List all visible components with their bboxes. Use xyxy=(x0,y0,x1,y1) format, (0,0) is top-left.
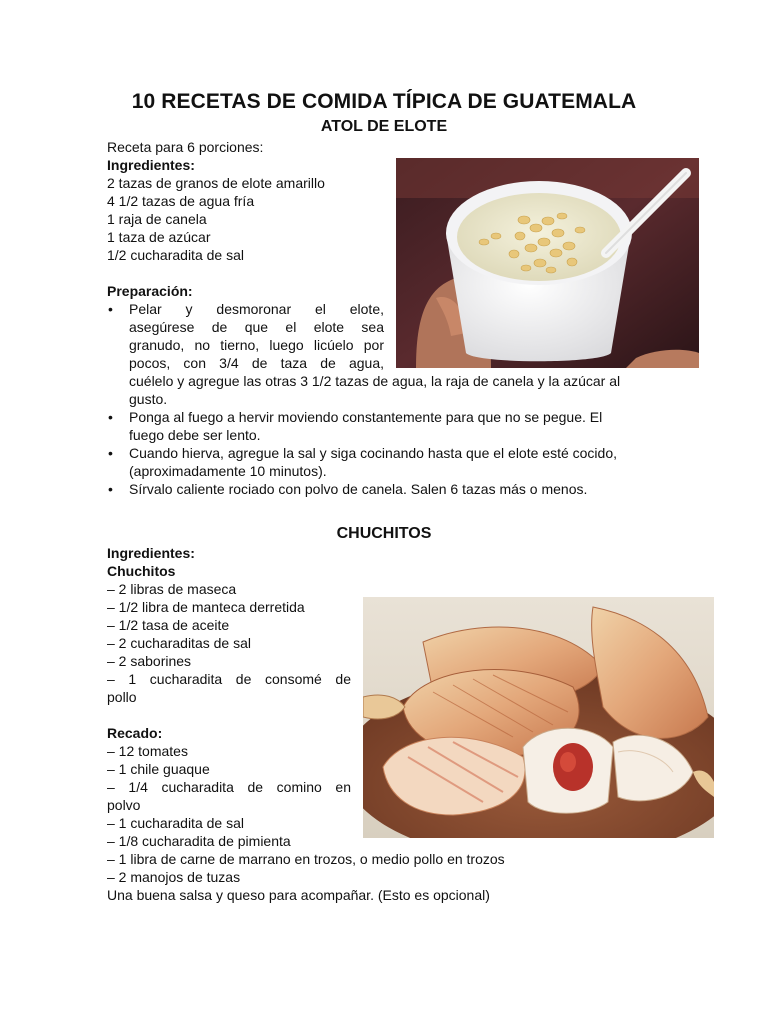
ingredient-item: – 1/2 libra de manteca derretida xyxy=(107,599,305,615)
prep-step: • Pelar y desmoronar el elote, asegúrese de que el elote sea granudo, no tierno, luego licúelo por pocos, con 3/4 de taza de agua, cuélelo y agregue las otras 3 1/2 tazas de agua, la raja de canela y la azúcar al gusto. xyxy=(107,300,661,408)
ingredient-item: 4 1/2 tazas de agua fría xyxy=(107,193,255,209)
chuchitos-photo xyxy=(363,597,714,838)
recado-item: – 1 cucharadita de sal xyxy=(107,815,244,831)
ingredients-heading: Ingredientes: xyxy=(107,157,195,173)
recado-item: – 1 libra de carne de marrano en trozos, o medio pollo en trozos xyxy=(107,851,505,867)
ingredient-item: pollo xyxy=(107,689,137,705)
ingredient-item: 2 tazas de granos de elote amarillo xyxy=(107,175,325,191)
ingredient-item: – 2 saborines xyxy=(107,653,192,669)
ingredients-heading: Ingredientes: xyxy=(107,545,195,561)
atol-ingredients-block xyxy=(107,138,397,300)
servings-text: Receta para 6 porciones: xyxy=(107,139,264,155)
prep-step: • Ponga al fuego a hervir moviendo constantemente para que no se pegue. El fuego debe ser lento. xyxy=(107,408,661,444)
recado-item: – 1 chile guaque xyxy=(107,761,210,777)
recado-item: – 12 tomates xyxy=(107,743,188,759)
prep-step: • Sírvalo caliente rociado con polvo de canela. Salen 6 tazas más o menos. xyxy=(107,480,661,498)
ingredient-item: – 1/2 tasa de aceite xyxy=(107,617,230,633)
atol-cup-illustration xyxy=(396,158,699,368)
chuchitos-title: CHUCHITOS xyxy=(336,525,432,542)
ingredient-item: 1 taza de azúcar xyxy=(107,229,211,245)
chuchitos-subheading: Chuchitos xyxy=(107,563,176,579)
ingredient-item: – 2 cucharaditas de sal xyxy=(107,635,251,651)
preparation-heading: Preparación: xyxy=(107,283,193,299)
recado-item: polvo xyxy=(107,797,141,813)
recado-heading: Recado: xyxy=(107,725,163,741)
recado-note: Una buena salsa y queso para acompañar. (Esto es opcional) xyxy=(107,887,490,903)
document-title: 10 RECETAS DE COMIDA TÍPICA DE GUATEMALA xyxy=(131,90,637,113)
recado-item: – 1/8 cucharadita de pimienta xyxy=(107,833,291,849)
atol-photo xyxy=(396,158,699,368)
recado-item: – 2 manojos de tuzas xyxy=(107,869,241,885)
ingredient-item: 1 raja de canela xyxy=(107,211,207,227)
ingredient-item: – 1 cucharadita de consomé de xyxy=(107,671,351,687)
recado-item: – 1/4 cucharadita de comino en xyxy=(107,779,351,795)
prep-step: • Cuando hierva, agregue la sal y siga cocinando hasta que el elote esté cocido, (aproximadamente 10 minutos). xyxy=(107,444,661,480)
ingredient-item: 1/2 cucharadita de sal xyxy=(107,247,244,263)
chuchitos-plate-illustration xyxy=(363,597,714,838)
ingredient-item: – 2 libras de maseca xyxy=(107,581,237,597)
atol-title: ATOL DE ELOTE xyxy=(320,118,448,135)
chuchitos-ingredients-block xyxy=(107,544,505,904)
